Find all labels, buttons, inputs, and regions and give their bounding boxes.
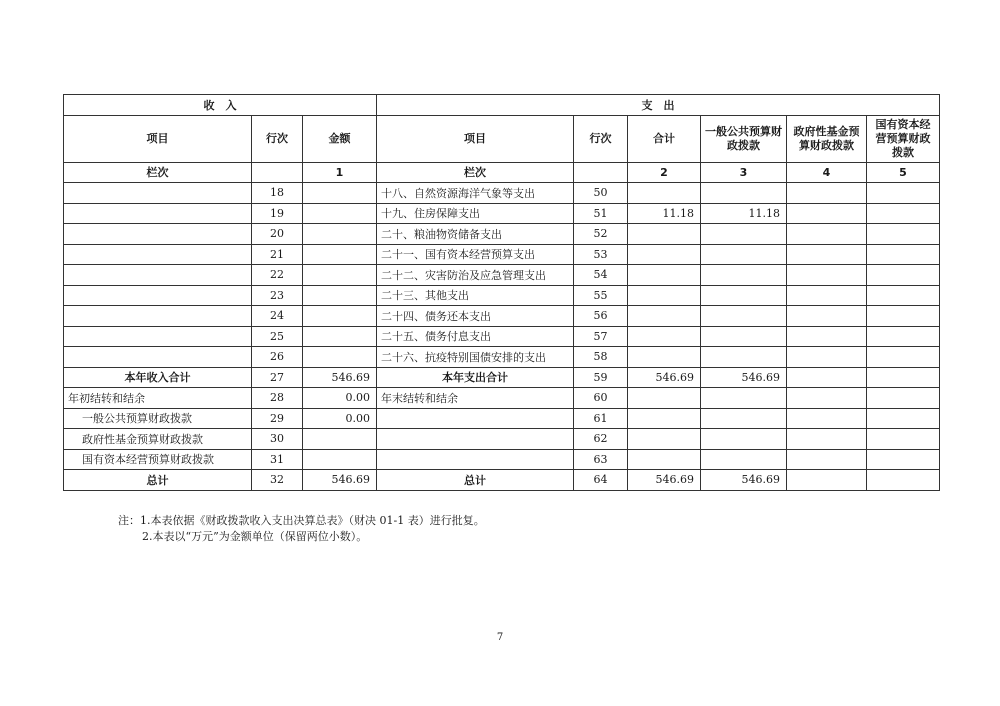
table-notes [118, 513, 485, 545]
table-row [64, 285, 940, 306]
general-budget-amount [701, 224, 787, 245]
income-item [64, 326, 252, 347]
income-row-number: 20 [252, 224, 303, 245]
income-amount: 546.69 [303, 367, 377, 388]
income-item: 政府性基金预算财政拨款 [64, 429, 252, 450]
state-capital-amount [867, 470, 940, 491]
gov-fund-amount [787, 470, 867, 491]
gov-fund-amount [787, 449, 867, 470]
income-amount [303, 449, 377, 470]
table-row [64, 347, 940, 368]
income-amount: 0.00 [303, 408, 377, 429]
index-num-2: 2 [628, 162, 701, 183]
expense-item: 总计 [377, 470, 574, 491]
expense-row-number: 55 [574, 285, 628, 306]
income-row-number: 24 [252, 306, 303, 327]
col-expense-total: 合计 [628, 115, 701, 162]
col-expense-row: 行次 [574, 115, 628, 162]
table-row [64, 265, 940, 286]
income-row-number: 18 [252, 183, 303, 204]
income-row-number: 32 [252, 470, 303, 491]
gov-fund-amount [787, 388, 867, 409]
income-row-number: 19 [252, 203, 303, 224]
fiscal-allocation-table [63, 94, 940, 491]
table-row [64, 429, 940, 450]
col-income-amount: 金额 [303, 115, 377, 162]
expense-row-number: 54 [574, 265, 628, 286]
general-budget-amount [701, 285, 787, 306]
expense-item [377, 408, 574, 429]
expense-item: 年末结转和结余 [377, 388, 574, 409]
expense-item: 二十三、其他支出 [377, 285, 574, 306]
expense-row-number: 53 [574, 244, 628, 265]
income-amount [303, 306, 377, 327]
expense-header: 支 出 [377, 95, 940, 116]
expense-row-number: 57 [574, 326, 628, 347]
table-row [64, 224, 940, 245]
page-number: 7 [496, 632, 504, 643]
general-budget-amount [701, 183, 787, 204]
gov-fund-amount [787, 306, 867, 327]
income-item [64, 306, 252, 327]
expense-item: 二十四、债务还本支出 [377, 306, 574, 327]
expense-row-number: 64 [574, 470, 628, 491]
general-budget-amount: 11.18 [701, 203, 787, 224]
state-capital-amount [867, 306, 940, 327]
state-capital-amount [867, 388, 940, 409]
expense-total [628, 265, 701, 286]
table-row [64, 183, 940, 204]
table-row [64, 470, 940, 491]
gov-fund-amount [787, 244, 867, 265]
income-item [64, 203, 252, 224]
gov-fund-amount [787, 183, 867, 204]
general-budget-amount [701, 388, 787, 409]
index-label-left: 栏次 [64, 162, 252, 183]
gov-fund-amount [787, 265, 867, 286]
expense-row-number: 60 [574, 388, 628, 409]
note-1: 注：1.本表依据《财政拨款收入支出决算总表》（财决 01-1 表）进行批复。 [118, 514, 485, 527]
index-label-right: 栏次 [377, 162, 574, 183]
expense-total: 546.69 [628, 470, 701, 491]
index-num-4: 4 [787, 162, 867, 183]
expense-row-number: 58 [574, 347, 628, 368]
table-row [64, 408, 940, 429]
income-amount [303, 326, 377, 347]
table-row [64, 244, 940, 265]
gov-fund-amount [787, 326, 867, 347]
state-capital-amount [867, 183, 940, 204]
expense-row-number: 52 [574, 224, 628, 245]
income-row-number: 21 [252, 244, 303, 265]
income-amount [303, 203, 377, 224]
income-amount: 546.69 [303, 470, 377, 491]
expense-total [628, 306, 701, 327]
expense-total [628, 347, 701, 368]
expense-total [628, 388, 701, 409]
state-capital-amount [867, 203, 940, 224]
index-num-3: 3 [701, 162, 787, 183]
state-capital-amount [867, 367, 940, 388]
income-amount [303, 429, 377, 450]
state-capital-amount [867, 429, 940, 450]
income-item: 年初结转和结余 [64, 388, 252, 409]
income-item: 本年收入合计 [64, 367, 252, 388]
income-amount: 0.00 [303, 388, 377, 409]
income-row-number: 31 [252, 449, 303, 470]
income-row-number: 26 [252, 347, 303, 368]
income-amount [303, 265, 377, 286]
state-capital-amount [867, 244, 940, 265]
general-budget-amount [701, 347, 787, 368]
expense-total [628, 224, 701, 245]
col-income-item: 项目 [64, 115, 252, 162]
income-row-number: 29 [252, 408, 303, 429]
income-row-number: 23 [252, 285, 303, 306]
expense-total [628, 244, 701, 265]
general-budget-amount [701, 429, 787, 450]
gov-fund-amount [787, 224, 867, 245]
state-capital-amount [867, 347, 940, 368]
expense-item [377, 429, 574, 450]
expense-row-number: 50 [574, 183, 628, 204]
general-budget-amount: 546.69 [701, 367, 787, 388]
expense-row-number: 63 [574, 449, 628, 470]
expense-row-number: 56 [574, 306, 628, 327]
expense-total [628, 285, 701, 306]
expense-item: 二十一、国有资本经营预算支出 [377, 244, 574, 265]
note-2: 2.本表以“万元”为金额单位（保留两位小数）。 [142, 530, 368, 543]
income-row-number: 28 [252, 388, 303, 409]
table-row [64, 449, 940, 470]
table-row [64, 203, 940, 224]
income-item [64, 347, 252, 368]
col-income-row: 行次 [252, 115, 303, 162]
expense-item: 十八、自然资源海洋气象等支出 [377, 183, 574, 204]
expense-row-number: 51 [574, 203, 628, 224]
income-item: 总计 [64, 470, 252, 491]
income-row-number: 30 [252, 429, 303, 450]
income-item [64, 224, 252, 245]
expense-item: 十九、住房保障支出 [377, 203, 574, 224]
expense-total: 546.69 [628, 367, 701, 388]
income-amount [303, 224, 377, 245]
general-budget-amount [701, 244, 787, 265]
income-row-number: 25 [252, 326, 303, 347]
expense-row-number: 59 [574, 367, 628, 388]
general-budget-amount [701, 326, 787, 347]
state-capital-amount [867, 326, 940, 347]
expense-item [377, 449, 574, 470]
expense-item: 二十、粮油物资储备支出 [377, 224, 574, 245]
gov-fund-amount [787, 203, 867, 224]
expense-item: 二十六、抗疫特别国债安排的支出 [377, 347, 574, 368]
gov-fund-amount [787, 367, 867, 388]
income-row-number: 22 [252, 265, 303, 286]
index-num-1: 1 [303, 162, 377, 183]
expense-total: 11.18 [628, 203, 701, 224]
col-expense-item: 项目 [377, 115, 574, 162]
income-item: 国有资本经营预算财政拨款 [64, 449, 252, 470]
income-item [64, 244, 252, 265]
col-general-budget: 一般公共预算财政拨款 [701, 115, 787, 162]
expense-total [628, 429, 701, 450]
table-row [64, 367, 940, 388]
gov-fund-amount [787, 347, 867, 368]
general-budget-amount [701, 408, 787, 429]
col-state-capital: 国有资本经营预算财政拨款 [867, 115, 940, 162]
income-header: 收 入 [64, 95, 377, 116]
state-capital-amount [867, 265, 940, 286]
table-row [64, 306, 940, 327]
expense-item: 本年支出合计 [377, 367, 574, 388]
expense-total [628, 183, 701, 204]
income-item [64, 265, 252, 286]
income-item: 一般公共预算财政拨款 [64, 408, 252, 429]
state-capital-amount [867, 224, 940, 245]
income-amount [303, 285, 377, 306]
income-item [64, 183, 252, 204]
expense-item: 二十二、灾害防治及应急管理支出 [377, 265, 574, 286]
income-item [64, 285, 252, 306]
expense-row-number: 61 [574, 408, 628, 429]
expense-total [628, 408, 701, 429]
state-capital-amount [867, 408, 940, 429]
state-capital-amount [867, 285, 940, 306]
expense-total [628, 449, 701, 470]
general-budget-amount: 546.69 [701, 470, 787, 491]
income-row-number: 27 [252, 367, 303, 388]
gov-fund-amount [787, 408, 867, 429]
general-budget-amount [701, 265, 787, 286]
expense-item: 二十五、债务付息支出 [377, 326, 574, 347]
gov-fund-amount [787, 429, 867, 450]
table-row [64, 326, 940, 347]
index-num-5: 5 [867, 162, 940, 183]
income-amount [303, 347, 377, 368]
general-budget-amount [701, 306, 787, 327]
income-amount [303, 183, 377, 204]
expense-total [628, 326, 701, 347]
expense-row-number: 62 [574, 429, 628, 450]
general-budget-amount [701, 449, 787, 470]
state-capital-amount [867, 449, 940, 470]
table-row [64, 388, 940, 409]
col-gov-fund: 政府性基金预算财政拨款 [787, 115, 867, 162]
income-amount [303, 244, 377, 265]
gov-fund-amount [787, 285, 867, 306]
